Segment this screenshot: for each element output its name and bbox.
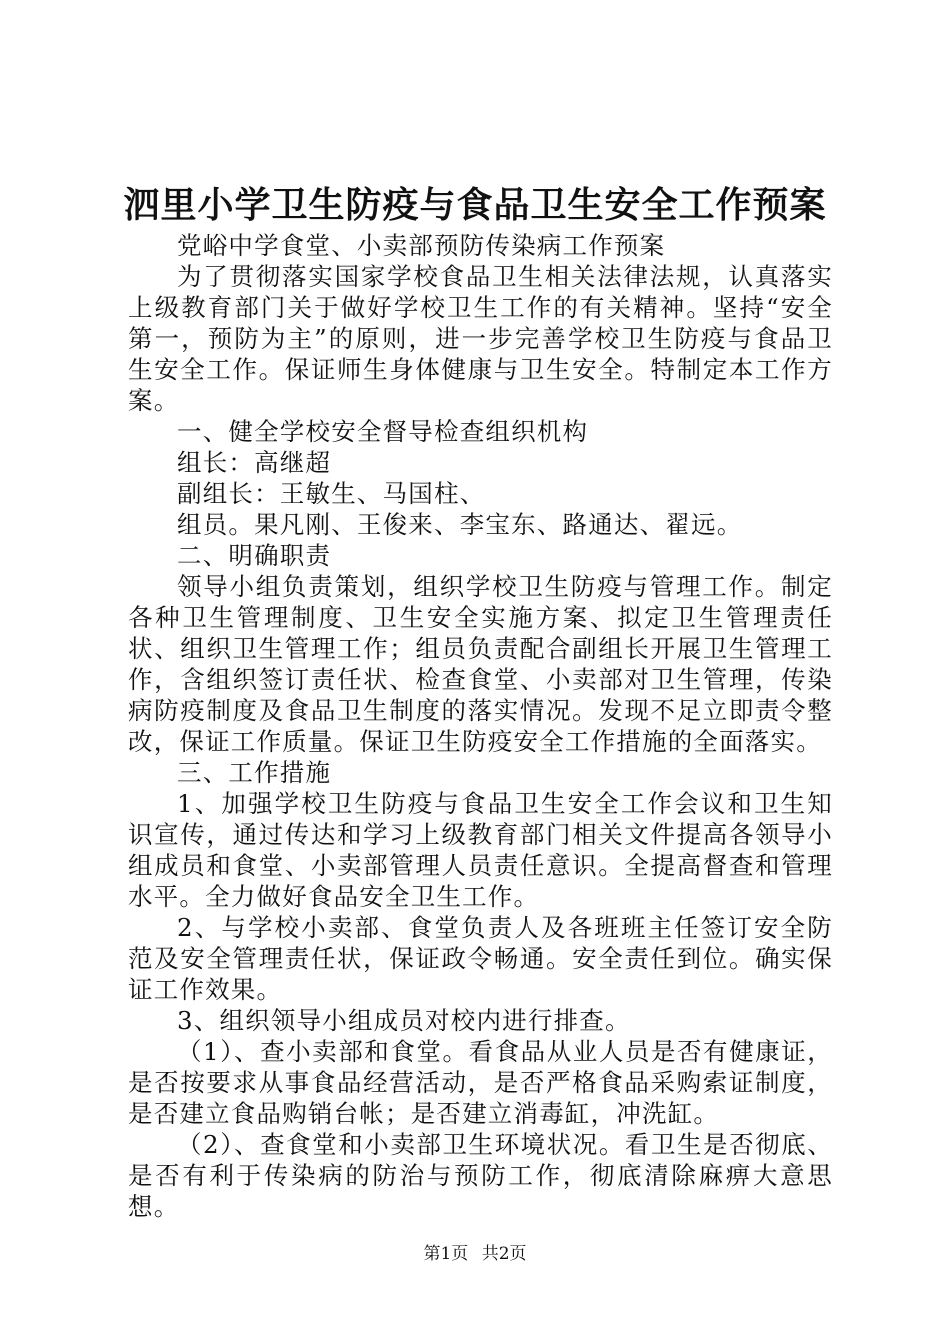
section-heading-measures: 三、工作措施 [177, 758, 332, 787]
measure-2-paragraph: 2、与学校小卖部、食堂负责人及各班班主任签订安全防范及安全管理责任状，保证政令畅通。安全责任到位。确实保证工作效果。 [128, 913, 833, 1004]
intro-paragraph: 为了贯彻落实国家学校食品卫生相关法律法规，认真落实上级教育部门关于做好学校卫生工作的有关精神。坚持“安全第一，预防为主”的原则，进一步完善学校卫生防疫与食品卫生安全工作。保证师生身体健康与卫生安全。特制定本工作方案。 [128, 262, 833, 415]
document-body [128, 230, 833, 1222]
document-title: 泗里小学卫生防疫与食品卫生安全工作预案 [123, 184, 827, 226]
inspection-2-paragraph: （2）、查食堂和小卖部卫生环境状况。看卫生是否彻底、是否有利于传染病的防治与预防工作，彻底清除麻痹大意思想。 [128, 1130, 833, 1221]
page-footer [0, 1243, 950, 1265]
subtitle-paragraph: 党峪中学食堂、小卖部预防传染病工作预案 [177, 231, 666, 260]
leader-line: 组长：高继超 [177, 448, 332, 477]
measure-1-paragraph: 1、加强学校卫生防疫与食品卫生安全工作会议和卫生知识宣传，通过传达和学习上级教育部门相关文件提高各领导小组成员和食堂、小卖部管理人员责任意识。全提高督查和管理水平。全力做好食品安全卫生工作。 [128, 789, 833, 911]
deputy-leader-line: 副组长：王敏生、马国柱、 [177, 479, 486, 508]
total-pages: 共2页 [481, 1244, 527, 1264]
section-heading-responsibilities: 二、明确职责 [177, 541, 332, 570]
measure-3-paragraph: 3、组织领导小组成员对校内进行排查。 [177, 1006, 631, 1035]
members-line: 组员。果凡刚、王俊来、李宝东、路通达、翟远。 [177, 510, 743, 539]
page-number: 第1页 [423, 1244, 469, 1264]
inspection-1-paragraph: （1）、查小卖部和食堂。看食品从业人员是否有健康证，是否按要求从事食品经营活动，是否严格食品采购索证制度，是否建立食品购销台帐；是否建立消毒缸，冲洗缸。 [128, 1037, 833, 1128]
responsibilities-paragraph: 领导小组负责策划，组织学校卫生防疫与管理工作。制定各种卫生管理制度、卫生安全实施方案、拟定卫生管理责任状、组织卫生管理工作；组员负责配合副组长开展卫生管理工作，含组织签订责任状、检查食堂、小卖部对卫生管理，传染病防疫制度及食品卫生制度的落实情况。发现不足立即责令整改，保证工作质量。保证卫生防疫安全工作措施的全面落实。 [128, 572, 833, 756]
section-heading-organization: 一、健全学校安全督导检查组织机构 [177, 417, 589, 446]
